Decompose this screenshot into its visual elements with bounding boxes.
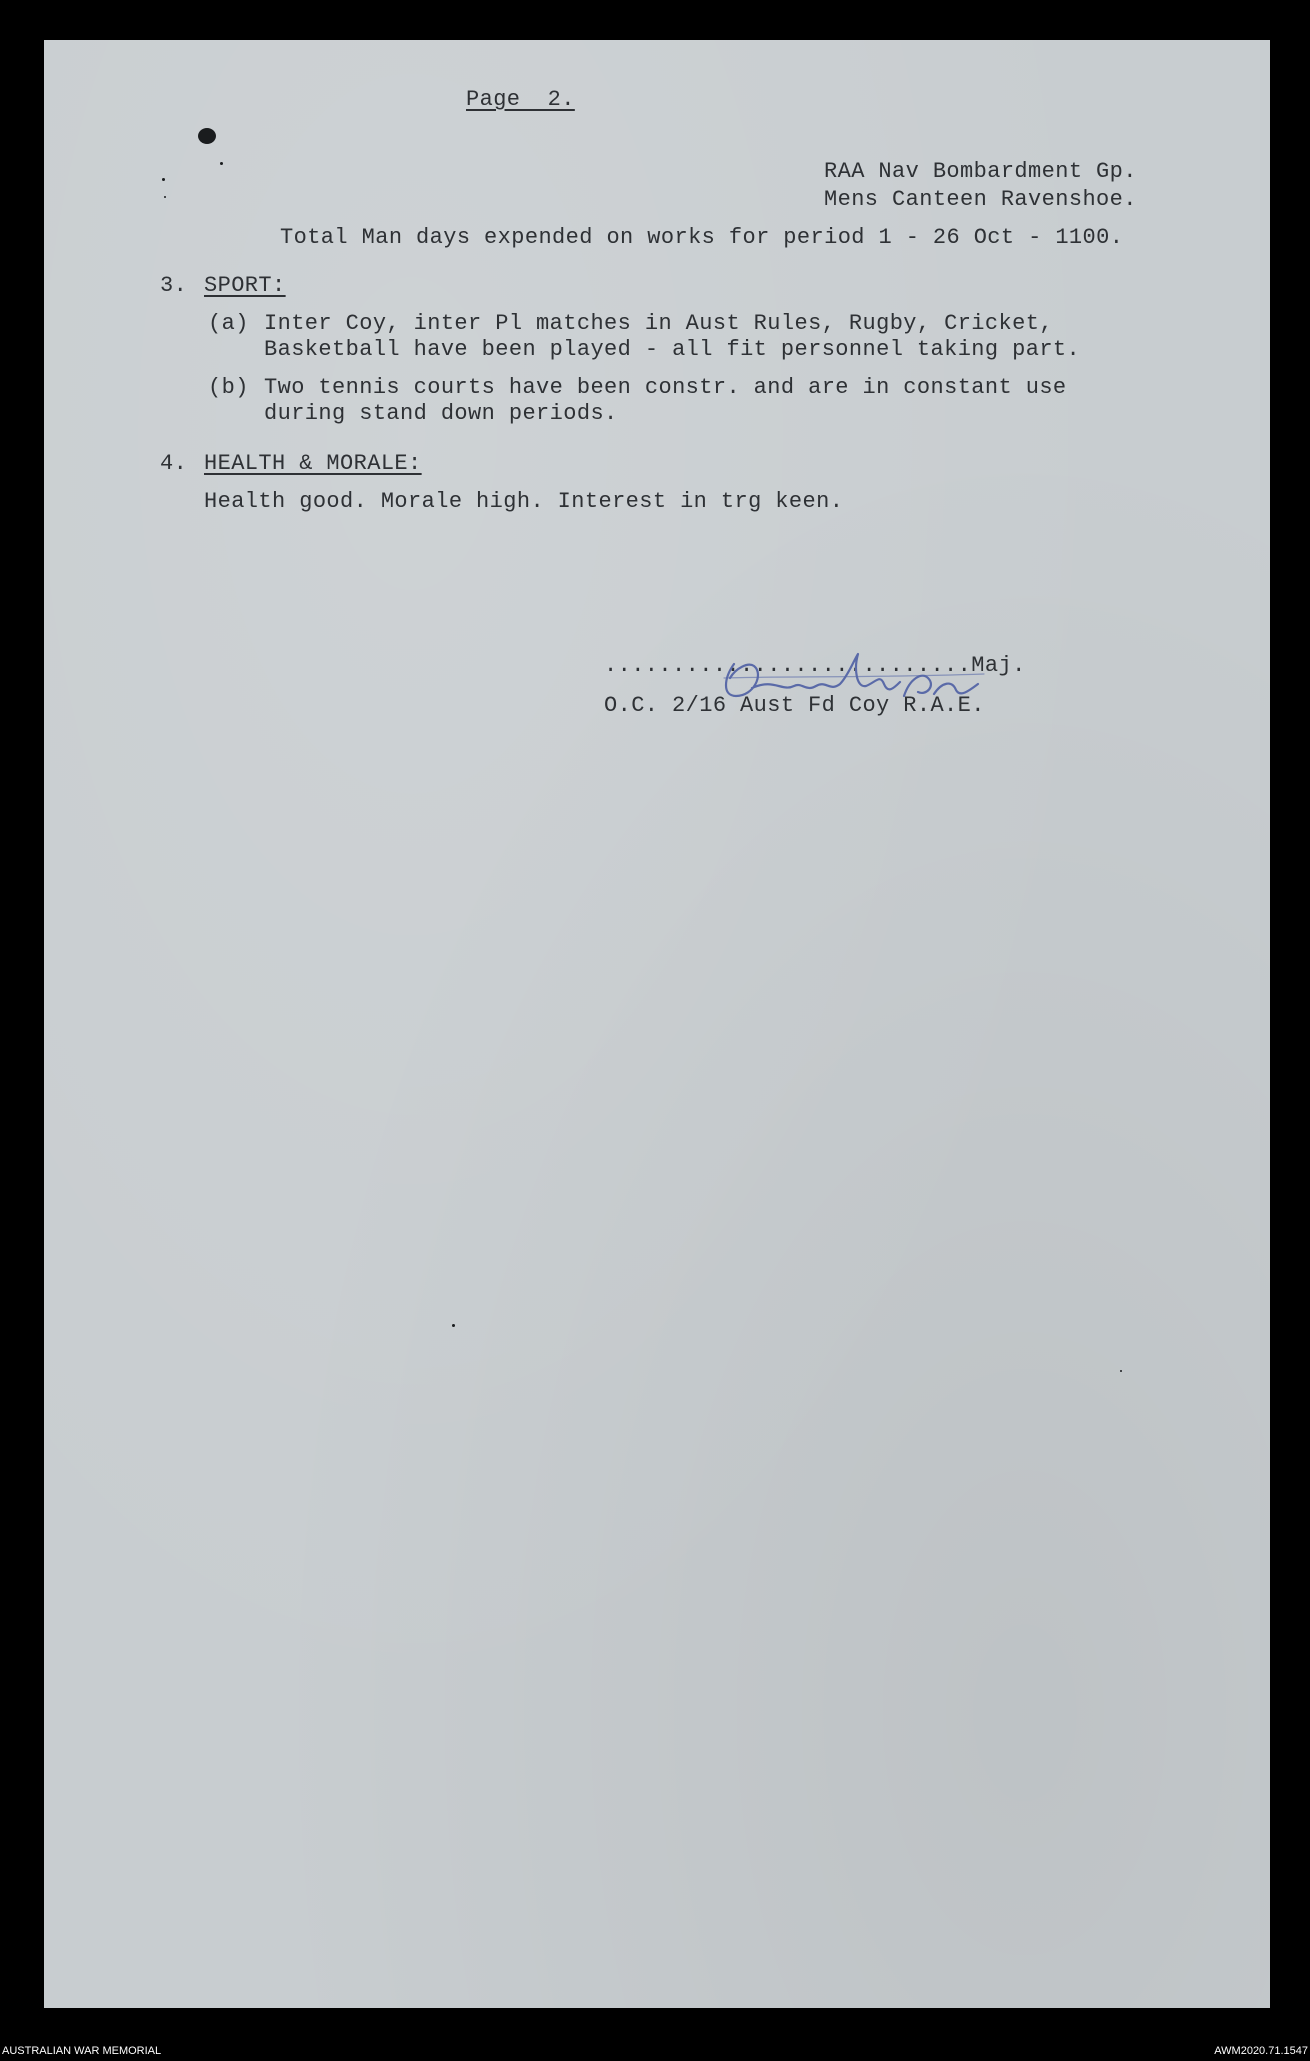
item-a-line-1: Inter Coy, inter Pl matches in Aust Rules, Rugby, Cricket, [264,311,1053,336]
ink-blot [198,128,216,144]
ink-speck [452,1324,455,1327]
header-location: Mens Canteen Ravenshoe. [824,187,1137,212]
ink-speck [162,178,165,181]
section-3-number: 3. [160,273,188,298]
ink-speck [220,162,223,165]
signature-title: O.C. 2/16 Aust Fd Coy R.A.E. [604,693,985,718]
item-b-line-2: during stand down periods. [264,401,618,426]
item-b-marker: (b) [208,375,249,400]
document-page [44,40,1270,2008]
header-unit: RAA Nav Bombardment Gp. [824,159,1137,184]
item-b-line-1: Two tennis courts have been constr. and are in constant use [264,375,1067,400]
section-3-heading: SPORT: [204,273,286,298]
ink-speck [1120,1370,1122,1372]
item-a-line-2: Basketball have been played - all fit personnel taking part. [264,337,1081,362]
ink-speck [164,196,166,198]
section-4-body: Health good. Morale high. Interest in trg keen. [204,489,844,514]
total-man-days: Total Man days expended on works for period 1 - 26 Oct - 1100. [280,225,1124,250]
footer-accession-number: AWM2020.71.1547 [1214,2045,1308,2057]
item-a-marker: (a) [208,311,249,336]
footer-archive-name: AUSTRALIAN WAR MEMORIAL [2,2045,162,2057]
section-4-number: 4. [160,451,188,476]
signature-dots-line: ...........................Maj. [604,653,1026,678]
section-4-heading: HEALTH & MORALE: [204,451,422,476]
page-label: Page 2. [466,87,575,112]
